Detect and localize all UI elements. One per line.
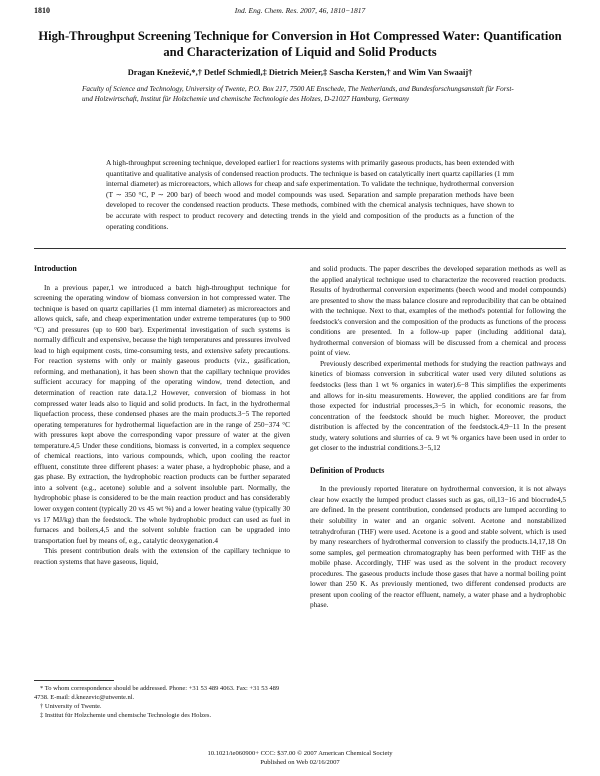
footnote-affiliation-hamburg: ‡ Institut für Holzchemie und chemische Technologie des Holzes. [40, 712, 212, 719]
footnote-divider [34, 680, 114, 681]
journal-citation: Ind. Eng. Chem. Res. 2007, 46, 1810−1817 [234, 6, 366, 15]
footnote-affiliation-twente: † University of Twente. [40, 703, 102, 710]
body-paragraph: This present contribution deals with the extension of the capillary technique to reaction systems that have gaseous, liquid, [34, 546, 290, 566]
section-heading-introduction: Introduction [34, 264, 77, 273]
left-column [34, 264, 290, 567]
body-paragraph: and solid products. The paper describes the developed separation methods as well as the applied analytical technique used to characterize the recovered reaction products. Results of hydrothermal conversion experiments (beech wood and model compounds) are presented to show the mass balance closure and reproducibility that can be obtained with the technique. Next to that, examples of the method's potential for following the feedstock's conversion and the composition of the products as functions of the process conditions are presented. In a follow-up paper (including additional data), hydrothermal conversion of biomass will be discussed from a chemical and process point of view. [310, 264, 566, 358]
section-heading-definition-of-products: Definition of Products [310, 465, 385, 475]
doi-copyright-line: 10.1021/ie060900+ CCC: $37.00 © 2007 American Chemical Society [207, 750, 393, 757]
author-list: Dragan Knežević,*,† Detlef Schmiedl,‡ Dietrich Meier,‡ Sascha Kersten,† and Wim Van Swaaij† [127, 68, 473, 77]
body-paragraph: Previously described experimental methods for studying the reaction pathways and kinetics of biomass conversion in subcritical water used very diluted solutions as feedstocks (less than 1 wt % organics in water).6−8 This simplifies the experiments and allows for in-situ measurements. However, the applied conditions are far from those expected for industrial processes,3−5 in which, for economic reasons, the concentration of the feedstock should be much higher. Moreover, the product distribution is affected by the concentration of the feedstock.4,9−11 In the present study, watery solutions and slurries of ca. 9 wt % organics have been used in order to get closer to the industrial conditions.3−5,12 [310, 358, 566, 453]
abstract-divider [34, 248, 566, 249]
right-column [310, 264, 566, 611]
abstract: A high-throughput screening technique, developed earlier1 for reactions systems with primarily gaseous products, has been extended with quantitative and qualitative analysis of condensed reaction products. The technique is based on catalytically inert quartz capillaries (1 mm internal diameter) as microreactors, which allows for cheap and safe experimentation. To validate the technique, hydrothermal conversion (T ∼ 350 °C, P ∼ 200 bar) of beech wood and model compounds was used. Separation and sample preparation methods have been developed to recover the condensed reaction products. These methods, combined with the chemical analysis techniques, have shown to be accurate with respect to product recovery and detecting trends in the yield and composition of the products as a function of the operating conditions. [106, 158, 515, 231]
footnote-corresponding-author: * To whom correspondence should be addressed. Phone: +31 53 489 4063. Fax: +31 53 489 4738. E-mail: d.knezevic@utwente.nl. [34, 685, 280, 701]
page-number: 1810 [34, 6, 50, 15]
body-paragraph: In the previously reported literature on hydrothermal conversion, it is not always clear how exactly the lumped product classes such as gas, oil,13−16 and biocrude4,5 are defined. In the present contribution, condensed products are lumped according to their solubility in water and an organic solvent. Acetone and nonstabilized tetrahydrofuran (THF) were used. Acetone is a good and stable solvent, which is used by many researchers of hydrothermal conversion to classify the products.14,17,18 On some samples, gel permeation chromatography has been performed with THF as the mobile phase. Accordingly, THF was used as the solvent in the product recovery procedures. The gaseous products include those gases that have a normal boiling point lower than 250 K. As previously mentioned, two different condensed products are present upon cooling of the reactor effluent, namely, a water phase and a hydrophobic phase. [310, 484, 566, 610]
article-title: High-Throughput Screening Technique for Conversion in Hot Compressed Water: Quantification and Characterization of Liquid and Solid Products [38, 29, 562, 59]
publication-date-line: Published on Web 02/16/2007 [260, 759, 340, 766]
affiliations: Faculty of Science and Technology, University of Twente, P.O. Box 217, 7500 AE Enschede, The Netherlands, and Bundesforschungsanstalt für Forst- und Holzwirtschaft, Institut für Holzchemie und chemische Technologie des Holzes, D-21027 Hamburg, Germany [82, 85, 514, 104]
running-header [34, 6, 566, 20]
page-footer [34, 749, 566, 767]
body-paragraph: In a previous paper,1 we introduced a batch high-throughput technique for screening the operating window of biomass conversion in hot compressed water. The technique is based on quartz capillaries (1 mm internal diameter) as microreactors and allows quick, safe, and cheap experimentation under extreme temperatures (up to 900 °C) and pressures (up to 600 bar). Experimental investigation of such systems is normally difficult and expensive, because the high temperatures and pressures involved lead to high equipment costs, time-consuming tests, and extensive safety precautions. For reaction systems with only or mainly gaseous products (viz., gasification, reforming, and methanation), it has been shown that the capillary technique provides sufficient accuracy for mapping of the operating window, trend detection, and determination of reaction rate data.1,2 However, conversion of biomass in hot compressed water leads also to liquid and solid products. In fact, in the hydrothermal liquefaction process, these condensed phases are the main products.3−5 The reported operating temperatures for hydrothermal liquefaction are in the range of 250−374 °C with pressures kept above the corresponding vapor pressure of water at the given temperature.4,5 Under these conditions, biomass is converted, in a complex sequence of chemical reactions, into various compounds, which, upon cooling the reactor effluent, constitute three different phases: a water phase, a hydrophobic phase, and a gas phase. By extraction, the hydrophobic reaction products can be further separated into a solvent (e.g., acetone) soluble and a solvent insoluble part. Normally, the hydrophobic phase is considered to be the main reaction product and has considerably lower oxygen content (typically 20 vs 45 wt %) and a lower heating value (typically 30 vs 17 MJ/kg) than the feedstock. The whole hydrophobic product can used as fuel in furnaces and boilers,4,5 and the solvent soluble fraction can be upgraded into transportation fuel by means of, e.g., catalytic deoxygenation.4 [34, 282, 290, 545]
footnotes [34, 684, 290, 720]
